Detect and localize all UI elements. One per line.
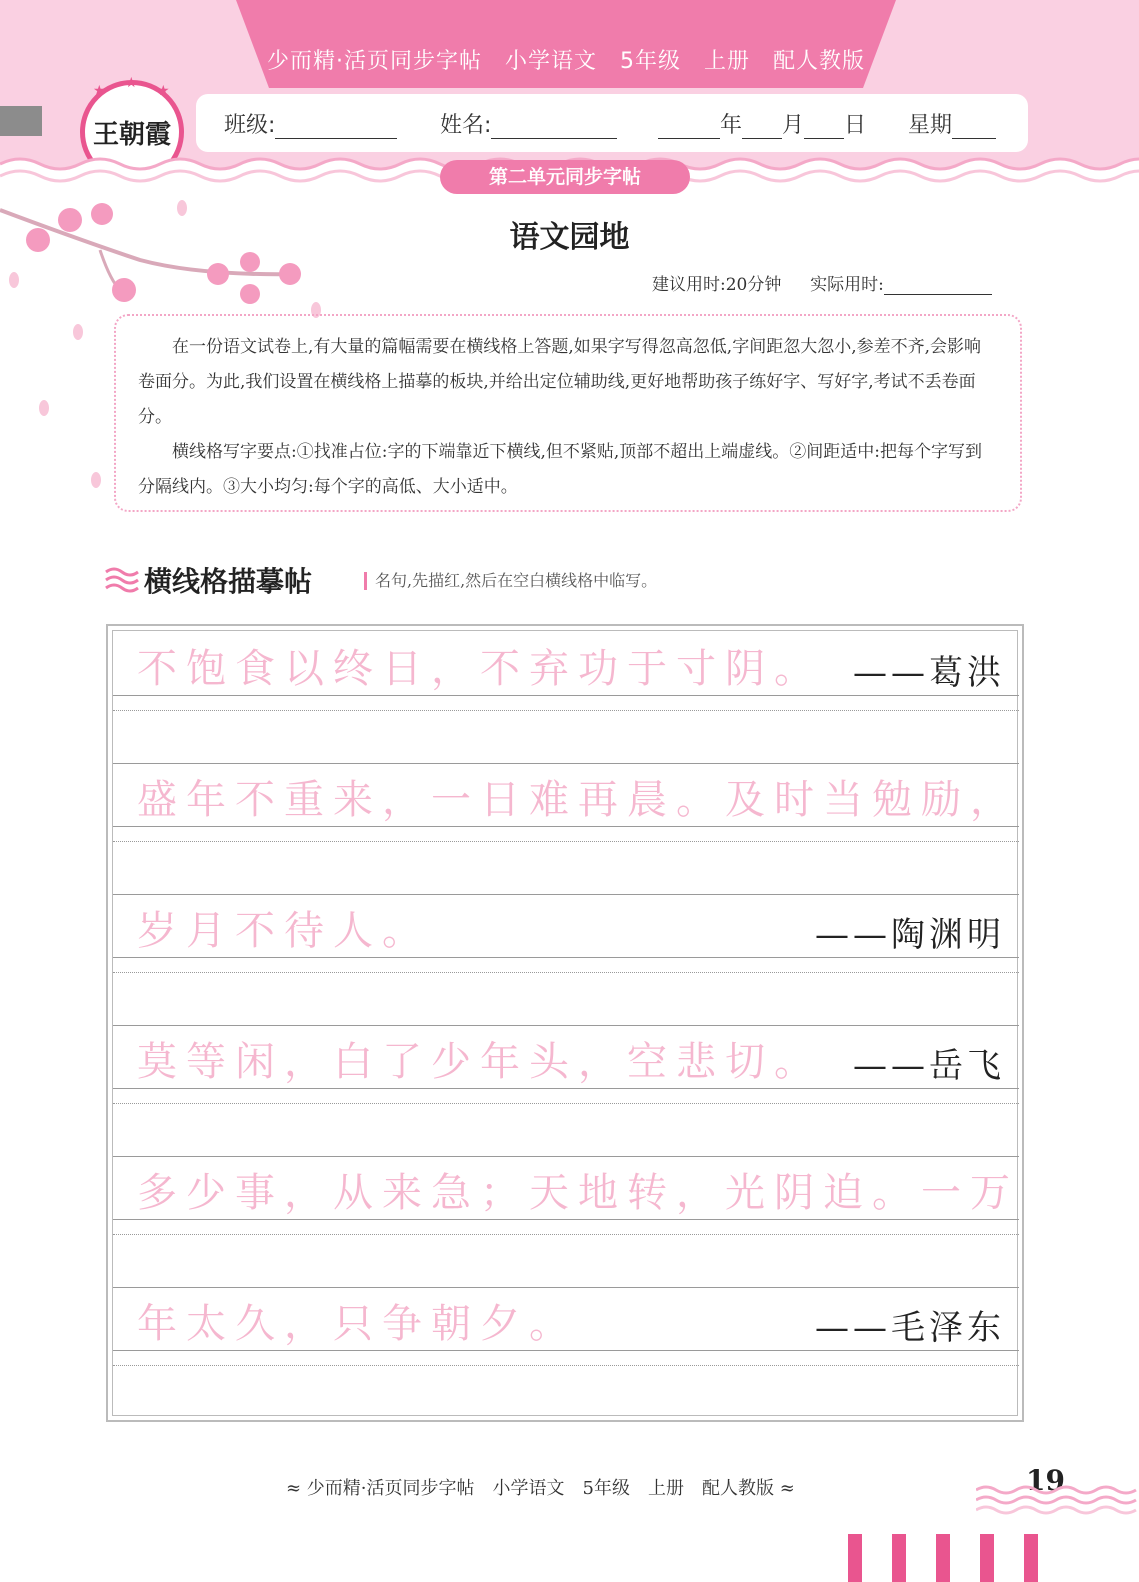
series-title: 少而精·活页同步字帖 小学语文 5年级 上册 配人教版 bbox=[267, 49, 865, 74]
bar bbox=[1024, 1534, 1038, 1582]
class-blank[interactable] bbox=[275, 115, 397, 139]
day-label: 日 bbox=[844, 113, 867, 138]
week-label: 星期 bbox=[908, 113, 953, 138]
actual-time-label: 实际用时: bbox=[810, 275, 884, 295]
star-icon: ★ bbox=[93, 83, 106, 99]
name-label: 姓名: bbox=[440, 113, 492, 138]
quote-author: ——毛泽东 bbox=[815, 1308, 1005, 1348]
page-edge-tab bbox=[0, 106, 42, 136]
writing-area[interactable] bbox=[113, 1366, 1019, 1418]
student-info-box bbox=[196, 94, 1028, 152]
footer-series-title: ≈ 少而精·活页同步字帖 小学语文 5年级 上册 配人教版 ≈ bbox=[286, 1478, 795, 1499]
quote-author: ——陶渊明 bbox=[815, 915, 1005, 955]
star-icon: ★ bbox=[157, 83, 170, 99]
section-description: 名句,先描红,然后在空白横线格中临写。 bbox=[364, 572, 657, 590]
guide-line bbox=[113, 1350, 1019, 1351]
suggested-time: 建议用时:20分钟 bbox=[652, 275, 782, 295]
trace-text: 年太久，只争朝夕。 bbox=[137, 1301, 578, 1347]
guide-line bbox=[113, 957, 1019, 958]
practice-row bbox=[113, 893, 1019, 1025]
intro-paragraph: 横线格写字要点:①找准占位:字的下端靠近下横线,但不紧贴,顶部不超出上端虚线。②间距适中:把每个字写到分隔线内。③大小均匀:每个字的高低、大小适中。 bbox=[138, 442, 982, 497]
bar bbox=[892, 1534, 906, 1582]
practice-row bbox=[113, 762, 1019, 894]
actual-time-blank[interactable] bbox=[884, 277, 992, 295]
practice-grid-inner bbox=[112, 630, 1018, 1416]
page-title: 语文园地 bbox=[509, 220, 630, 255]
writing-area[interactable] bbox=[113, 1104, 1019, 1156]
month-label: 月 bbox=[782, 113, 805, 138]
date-field[interactable] bbox=[658, 108, 866, 139]
practice-grid bbox=[106, 624, 1024, 1422]
bar bbox=[848, 1534, 862, 1582]
writing-area[interactable] bbox=[113, 842, 1019, 894]
time-info bbox=[652, 270, 992, 295]
trace-text: 岁月不待人。 bbox=[137, 908, 431, 954]
unit-tag: 第二单元同步字帖 bbox=[440, 160, 690, 194]
intro-paragraph: 在一份语文试卷上,有大量的篇幅需要在横线格上答题,如果字写得忽高忽低,字间距忽大忽小,参差不齐,会影响卷面分。为此,我们设置在横线格上描摹的板块,并给出定位辅助线,更好地帮助孩子练好字、写好字,考试不丢卷面分。 bbox=[138, 337, 982, 427]
section-title: 横线格描摹帖 bbox=[144, 565, 313, 598]
bar bbox=[980, 1534, 994, 1582]
practice-row bbox=[113, 1286, 1019, 1418]
guide-line bbox=[113, 695, 1019, 696]
page-number: 19 bbox=[1026, 1464, 1065, 1497]
practice-row bbox=[113, 1024, 1019, 1156]
day-blank[interactable] bbox=[804, 115, 844, 139]
wave-lines-icon bbox=[104, 564, 140, 594]
year-label: 年 bbox=[720, 113, 743, 138]
trace-text: 盛年不重来，一日难再晨。及时当勉励， bbox=[137, 777, 1019, 823]
name-blank[interactable] bbox=[491, 115, 617, 139]
guide-line bbox=[113, 1088, 1019, 1089]
name-field[interactable] bbox=[440, 108, 617, 139]
class-field[interactable] bbox=[224, 108, 397, 139]
weekday-field[interactable] bbox=[908, 108, 996, 139]
class-label: 班级: bbox=[224, 113, 276, 138]
bar bbox=[936, 1534, 950, 1582]
quote-author: ——葛洪 bbox=[853, 653, 1005, 693]
year-blank[interactable] bbox=[658, 115, 720, 139]
practice-row bbox=[113, 1155, 1019, 1287]
writing-area[interactable] bbox=[113, 1235, 1019, 1287]
month-blank[interactable] bbox=[742, 115, 782, 139]
trace-text: 莫等闲，白了少年头，空悲切。 bbox=[137, 1039, 823, 1085]
week-blank[interactable] bbox=[952, 115, 996, 139]
practice-row bbox=[113, 631, 1019, 763]
star-icon: ★ bbox=[125, 75, 138, 91]
guide-line bbox=[113, 826, 1019, 827]
writing-area[interactable] bbox=[113, 711, 1019, 763]
intro-box bbox=[114, 314, 1022, 512]
footer-wave-icon bbox=[976, 1482, 1139, 1522]
quote-author: ——岳飞 bbox=[853, 1046, 1005, 1086]
trace-text: 多少事，从来急；天地转，光阴迫。一万 bbox=[137, 1170, 1019, 1216]
guide-line bbox=[113, 1219, 1019, 1220]
trace-text: 不饱食以终日，不弃功于寸阴。 bbox=[137, 646, 823, 692]
writing-area[interactable] bbox=[113, 973, 1019, 1025]
logo-text: 王朝霞 bbox=[92, 119, 171, 150]
